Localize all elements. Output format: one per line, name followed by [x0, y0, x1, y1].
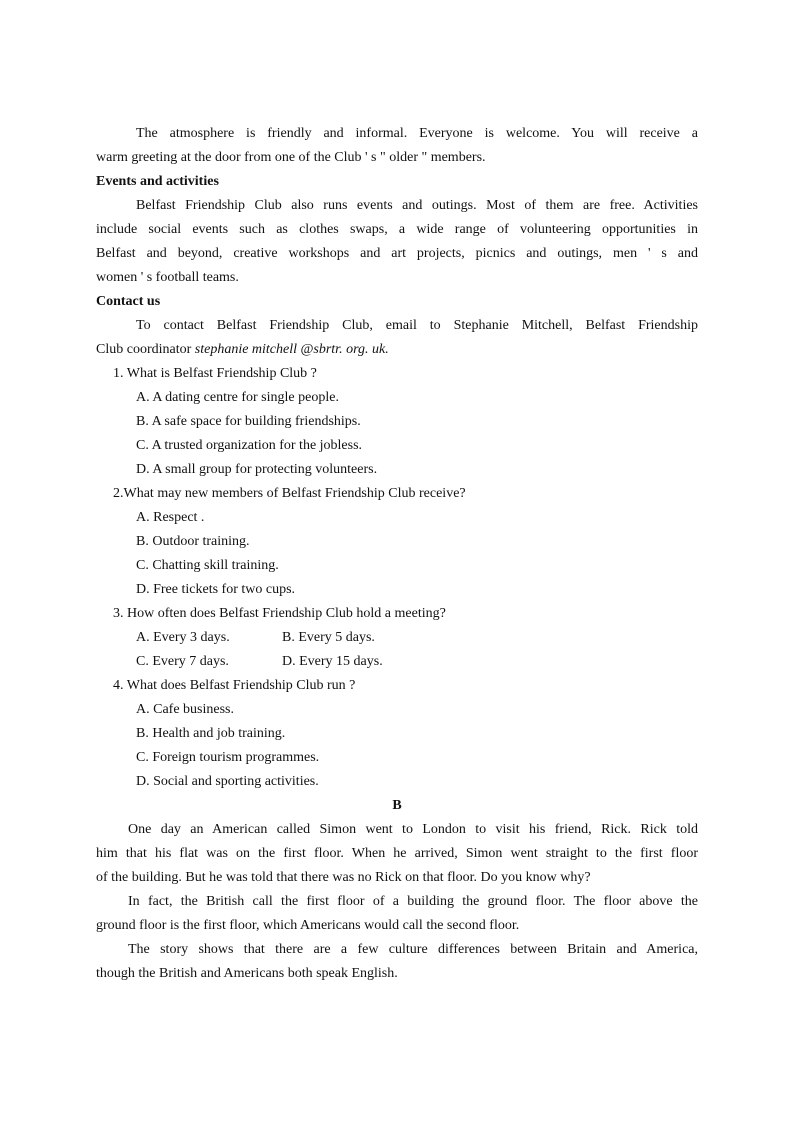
passage-b-line-1: One day an American called Simon went to London to visit his friend, Rick. Rick told: [128, 822, 698, 837]
events-line-1: Belfast Friendship Club also runs events and outings. Most of them are free. Activities: [136, 198, 698, 213]
question-4-option-b: B. Health and job training.: [136, 726, 286, 741]
question-1-option-b: B. A safe space for building friendships.: [136, 414, 361, 429]
passage-b-line-3: of the building. But he was told that there was no Rick on that floor. Do you know why?: [96, 870, 591, 885]
question-3-options-row-2: [96, 650, 698, 674]
question-1-option-d: D. A small group for protecting volunteers.: [136, 462, 378, 477]
contact-heading: Contact us: [96, 294, 161, 309]
events-line-4: women ' s football teams.: [96, 270, 239, 285]
question-2-stem: 2.What may new members of Belfast Friendship Club receive?: [113, 486, 466, 501]
question-3-option-c: C. Every 7 days.: [136, 654, 229, 669]
question-2-option-a: A. Respect .: [136, 510, 205, 525]
events-line-3: Belfast and beyond, creative workshops and art projects, picnics and outings, men ' s and: [96, 246, 698, 261]
question-3-option-b: B. Every 5 days.: [282, 630, 375, 645]
question-1-stem: 1. What is Belfast Friendship Club ?: [113, 366, 317, 381]
passage-b-line-5: ground floor is the first floor, which Americans would call the second floor.: [96, 918, 520, 933]
contact-line-1: To contact Belfast Friendship Club, email to Stephanie Mitchell, Belfast Friendship: [136, 318, 698, 333]
passage-b-label: B: [392, 798, 402, 813]
question-4-option-c: C. Foreign tourism programmes.: [136, 750, 320, 765]
question-2-option-c: C. Chatting skill training.: [136, 558, 279, 573]
question-4-stem: 4. What does Belfast Friendship Club run ?: [113, 678, 356, 693]
passage-b-line-4: In fact, the British call the first floor of a building the ground floor. The floor above the: [128, 894, 698, 909]
document-page: [96, 122, 698, 986]
question-3-options-row-1: [96, 626, 698, 650]
question-3-option-d: D. Every 15 days.: [282, 654, 383, 669]
question-4-option-a: A. Cafe business.: [136, 702, 234, 717]
intro-line-2: warm greeting at the door from one of the Club ' s " older " members.: [96, 150, 486, 165]
events-line-2: include social events such as clothes swaps, a wide range of volunteering opportunities in: [96, 222, 698, 237]
contact-text: Club coordinator: [96, 342, 195, 357]
question-2-option-b: B. Outdoor training.: [136, 534, 250, 549]
events-heading: Events and activities: [96, 174, 219, 189]
passage-b-line-6: The story shows that there are a few culture differences between Britain and America,: [128, 942, 698, 957]
passage-b-line-2: him that his flat was on the first floor. When he arrived, Simon went straight to the first floor: [96, 846, 698, 861]
question-1-option-c: C. A trusted organization for the jobless.: [136, 438, 363, 453]
question-4-option-d: D. Social and sporting activities.: [136, 774, 319, 789]
question-3-stem: 3. How often does Belfast Friendship Club hold a meeting?: [113, 606, 446, 621]
question-1-option-a: A. A dating centre for single people.: [136, 390, 339, 405]
question-3-option-a: A. Every 3 days.: [136, 630, 230, 645]
contact-line-2: [96, 338, 698, 362]
passage-b-line-7: though the British and Americans both speak English.: [96, 966, 398, 981]
intro-line-1: The atmosphere is friendly and informal. Everyone is welcome. You will receive a: [136, 126, 698, 141]
contact-email: stephanie mitchell @sbrtr. org. uk.: [194, 342, 389, 357]
question-2-option-d: D. Free tickets for two cups.: [136, 582, 296, 597]
